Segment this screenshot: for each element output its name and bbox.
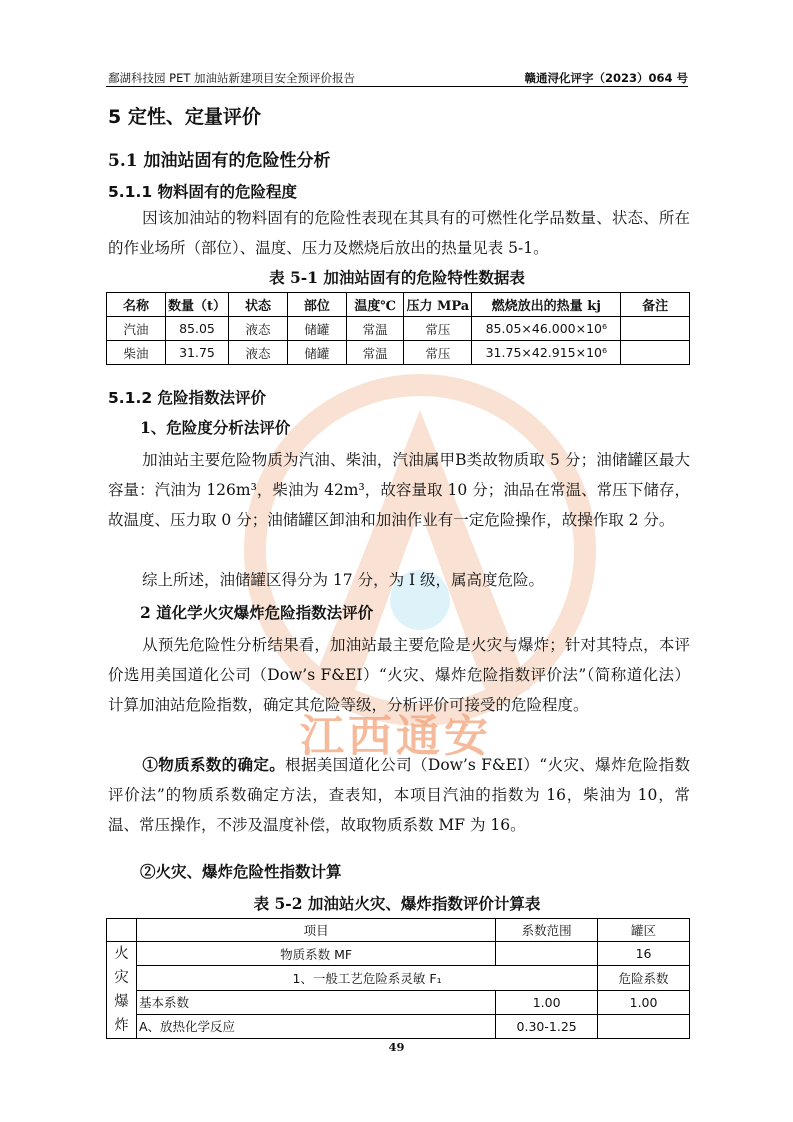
table-cell: 物质系数 MF	[136, 942, 495, 966]
subheading-dow-method: 2 道化学火灾爆炸危险指数法评价	[140, 603, 374, 622]
header-cell: 压力 MPa	[404, 293, 472, 317]
header-cell: 温度℃	[346, 293, 404, 317]
table-cell: 0.30-1.25	[496, 1014, 598, 1038]
table-cell: 常温	[346, 317, 404, 341]
dow-method-paragraph	[108, 630, 690, 720]
table-cell	[107, 919, 137, 942]
section-5-1-1-heading: 5.1.1 物料固有的危险程度	[108, 183, 298, 201]
table-row	[107, 1014, 690, 1038]
table-cell: 柴油	[107, 341, 166, 365]
header-report-number: 赣通浔化评字（2023）064 号	[524, 71, 688, 85]
header-cell: 部位	[287, 293, 346, 317]
table-cell: 16	[598, 942, 690, 966]
table-cell: 常压	[404, 341, 472, 365]
table-cell	[621, 317, 690, 341]
table-cell: A、放热化学反应	[136, 1014, 495, 1038]
table-cell: 基本系数	[136, 990, 495, 1014]
page-number: 49	[388, 1040, 405, 1054]
table-cell: 危险系数	[598, 966, 690, 990]
table-cell: 85.05×46.000×10⁶	[472, 317, 621, 341]
paragraph-text: 综上所述，油储罐区得分为 17 分，为 I 级，属高度危险。	[142, 571, 545, 589]
conclusion-paragraph	[108, 565, 690, 595]
table-row	[107, 341, 690, 365]
table-row	[107, 966, 690, 990]
table-cell: 液态	[228, 317, 287, 341]
table-cell: 85.05	[165, 317, 228, 341]
header-cell: 数量（t）	[165, 293, 228, 317]
section-5-1-1-paragraph	[108, 203, 690, 263]
table-5-1-caption: 表 5-1 加油站固有的危险特性数据表	[269, 268, 525, 287]
subheading-fire-explosion-index: ②火灾、爆炸危险性指数计算	[140, 862, 342, 881]
table-cell	[621, 341, 690, 365]
table-cell: 汽油	[107, 317, 166, 341]
section-5-1-2-heading: 5.1.2 危险指数法评价	[108, 389, 267, 407]
table-5-2	[106, 918, 690, 1039]
table-cell	[496, 942, 598, 966]
paragraph-text: 根据美国道化公司（Dow’s F&EI）“火灾、爆炸危险指数评价法”的物质系数确定方法，查表知，本项目汽油的指数为 16，柴油为 10，常温、常压操作，不涉及温度补偿，故取物质系数 MF 为 16。	[108, 756, 690, 834]
header-report-title: 鄱湖科技园 PET 加油站新建项目安全预评价报告	[108, 71, 356, 85]
table-cell: 液态	[228, 341, 287, 365]
table-cell: 常温	[346, 341, 404, 365]
header-cell: 罐区	[598, 919, 690, 942]
header-cell: 名称	[107, 293, 166, 317]
table-cell: 31.75×42.915×10⁶	[472, 341, 621, 365]
watermark-text: 江西通安	[300, 711, 492, 762]
header-cell: 系数范围	[496, 919, 598, 942]
table-row	[107, 942, 690, 966]
table-cell: 储罐	[287, 341, 346, 365]
table-cell: 31.75	[165, 341, 228, 365]
table-cell: 1、一般工艺危险系灵敏 F₁	[136, 966, 597, 990]
table-row	[107, 317, 690, 341]
table-header-row	[107, 919, 690, 942]
table-cell: 储罐	[287, 317, 346, 341]
table-row	[107, 990, 690, 1014]
header-cell: 项目	[136, 919, 495, 942]
table-5-2-caption: 表 5-2 加油站火灾、爆炸指数评价计算表	[253, 894, 541, 913]
table-cell: 1.00	[598, 990, 690, 1014]
table-cell: 1.00	[496, 990, 598, 1014]
material-factor-paragraph	[108, 750, 690, 840]
paragraph-text: 因该加油站的物料固有的危险性表现在其具有的可燃性化学品数量、状态、所在的作业场所（部位）、温度、压力及燃烧后放出的热量见表 5-1。	[108, 209, 690, 257]
table-header-row	[107, 293, 690, 317]
section-5-heading: 5 定性、定量评价	[108, 106, 261, 128]
header-rule	[106, 86, 688, 87]
paragraph-text: 加油站主要危险物质为汽油、柴油，汽油属甲B类故物质取 5 分；油储罐区最大容量：汽油为 126m³，柴油为 42m³，故容量取 10 分；油品在常温、常压下储存，故温度、压力取 0 分；油储罐区卸油和加油作业有一定危险操作，故操作取 2 分。	[108, 451, 690, 529]
header-cell: 燃烧放出的热量 kj	[472, 293, 621, 317]
paragraph-lead: ①物质系数的确定。	[142, 755, 286, 774]
table-5-1	[106, 292, 690, 365]
header-cell: 状态	[228, 293, 287, 317]
header-cell: 备注	[621, 293, 690, 317]
risk-analysis-paragraph	[108, 445, 690, 535]
subheading-risk-analysis: 1、危险度分析法评价	[140, 418, 291, 437]
table-cell	[598, 1014, 690, 1038]
paragraph-text: 从预先危险性分析结果看，加油站最主要危险是火灾与爆炸；针对其特点，本评价选用美国道化公司（Dow’s F&EI）“火灾、爆炸危险指数评价法”（简称道化法）计算加油站危险指数，确定其危险等级，分析评价可接受的危险程度。	[108, 636, 690, 714]
section-5-1-heading: 5.1 加油站固有的危险性分析	[108, 151, 331, 171]
table-cell: 常压	[404, 317, 472, 341]
side-label: 火灾爆炸	[107, 942, 137, 1039]
